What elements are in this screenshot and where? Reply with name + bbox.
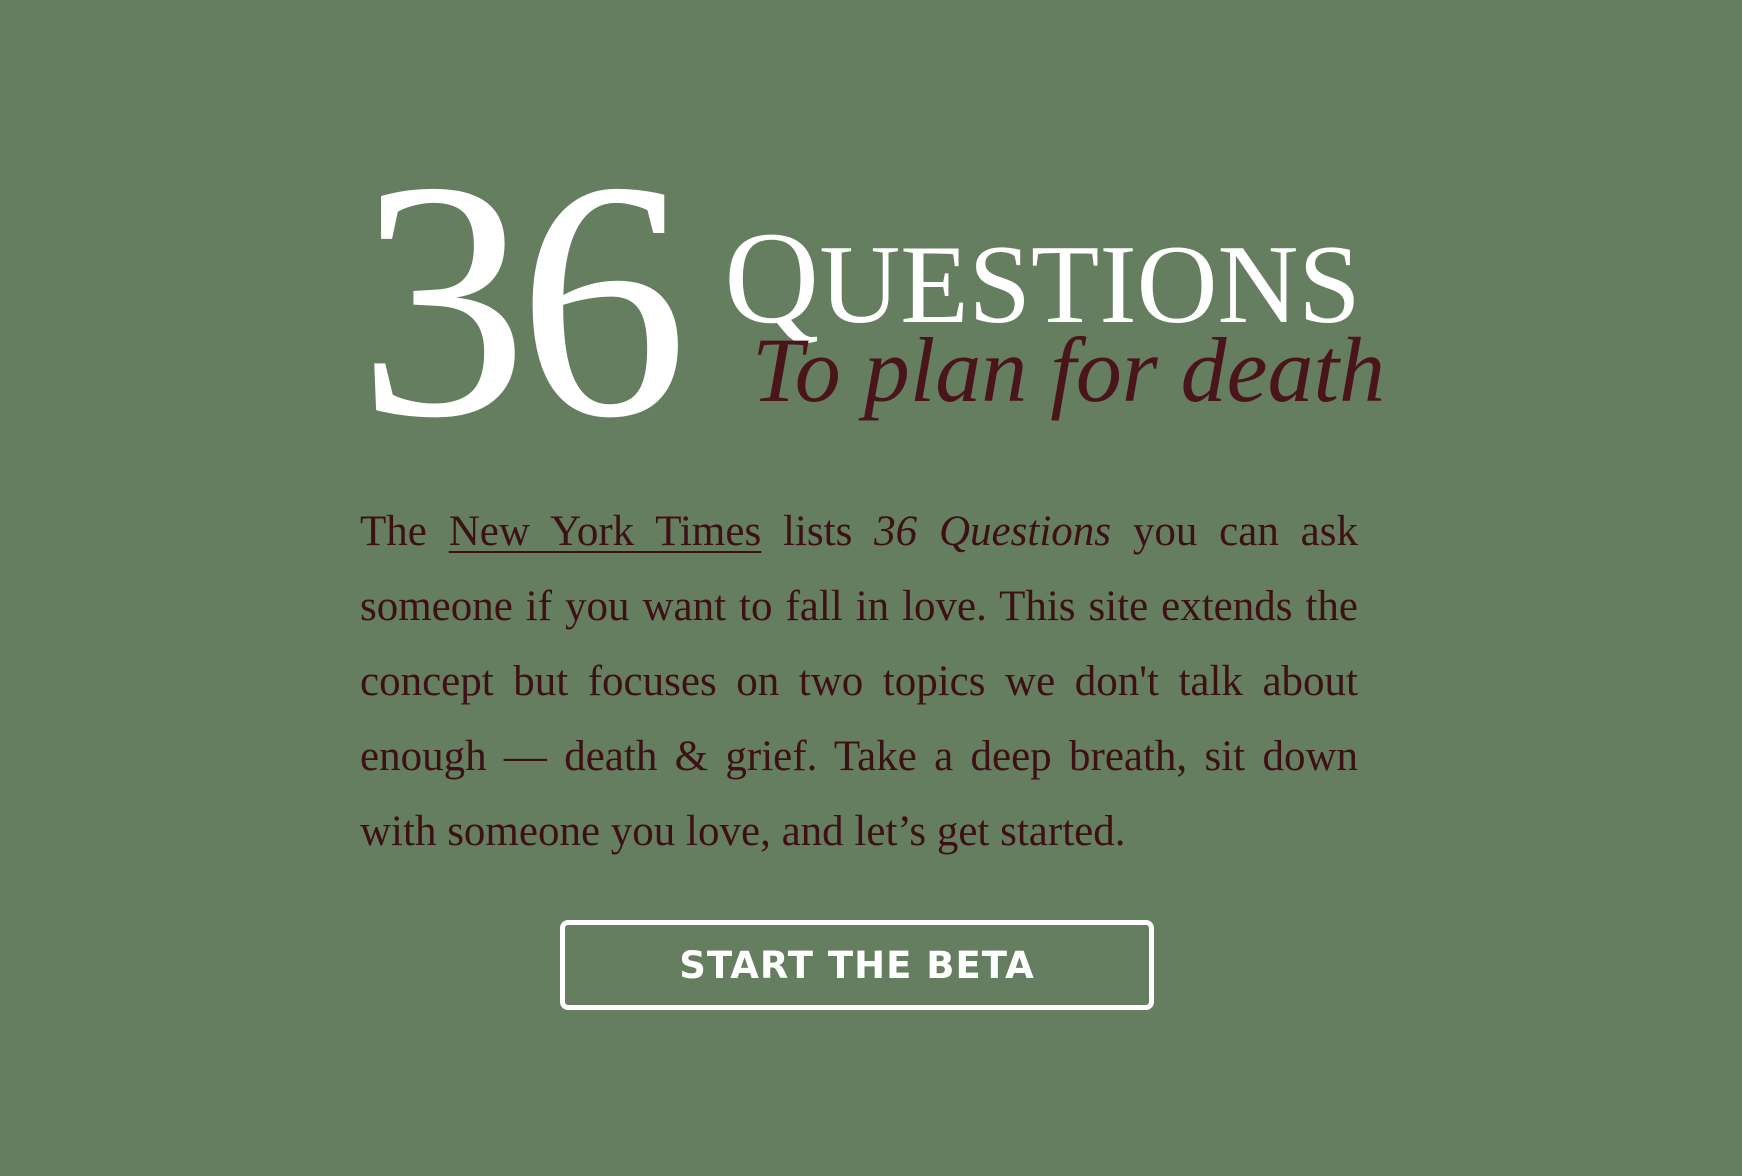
title-tagline: To plan for death bbox=[752, 319, 1386, 421]
nyt-link[interactable]: New York Times bbox=[448, 508, 762, 555]
title-number: 36 bbox=[358, 111, 678, 488]
intro-emphasis: 36 Questions bbox=[874, 508, 1112, 555]
title-questions-rest: UESTIONS bbox=[819, 223, 1361, 347]
title-questions-initial: Q bbox=[724, 204, 820, 351]
intro-paragraph bbox=[360, 494, 1358, 869]
intro-after-link: lists bbox=[761, 508, 875, 555]
start-beta-button[interactable]: START THE BETA bbox=[560, 920, 1154, 1010]
intro-lead: The bbox=[360, 508, 449, 555]
hero-title bbox=[358, 111, 1386, 488]
intro-rest: you can ask someone if you want to fall in love. This site extends the concept but focuses on two topics we don't talk about enough — death & grief. Take a deep breath, sit down with someone you love, and let’s get started. bbox=[360, 508, 1358, 855]
